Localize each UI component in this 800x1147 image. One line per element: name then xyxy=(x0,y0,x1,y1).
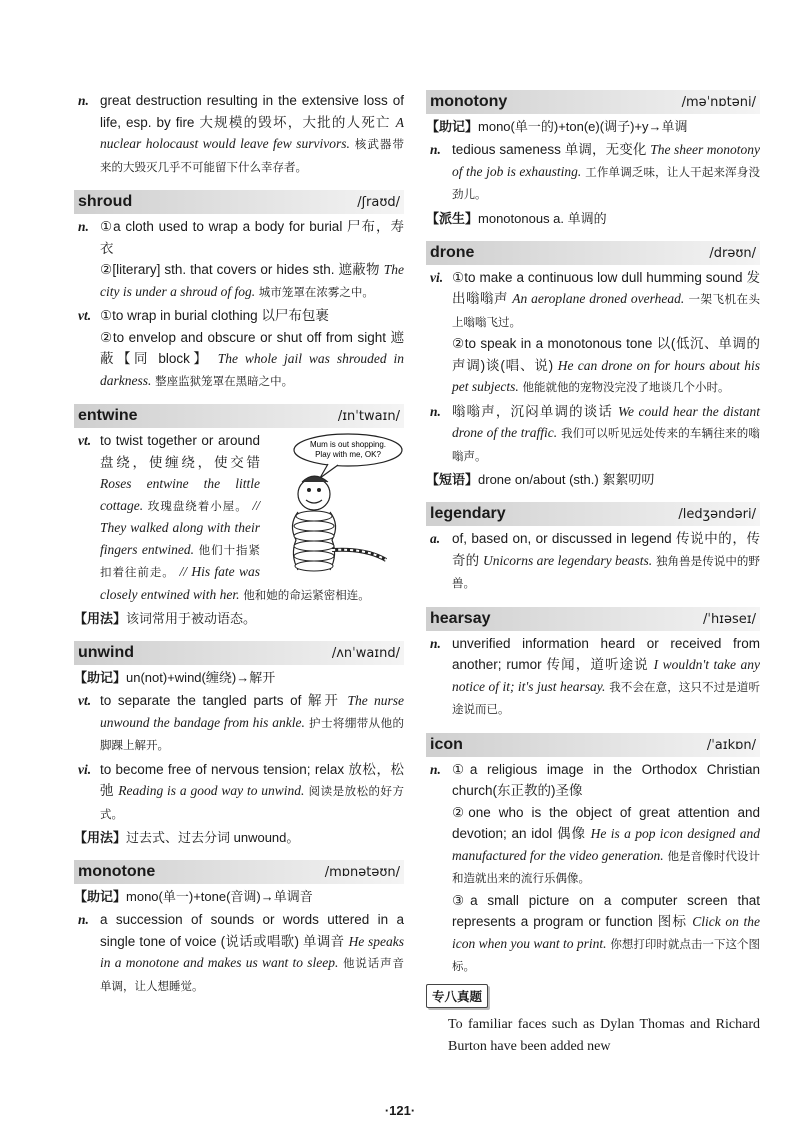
pos-label: n. xyxy=(430,403,441,419)
pronunciation: /ɪnˈtwaɪn/ xyxy=(337,409,400,424)
example-translation: 他能就他的宠物没完没了地谈几个小时。 xyxy=(522,380,730,394)
entry-drone xyxy=(426,241,760,491)
entry-icon xyxy=(426,733,760,978)
example: He speaks in a monotone and makes us want to sleep. xyxy=(100,933,404,970)
example-translation: 他是音像时代设计和造就出来的流行乐偶像。 xyxy=(452,848,760,885)
pronunciation: /ʌnˈwaɪnd/ xyxy=(331,646,400,661)
tag-label: 【助记】 xyxy=(426,119,479,134)
example: He can drone on for hours about his pet subjects. xyxy=(452,357,760,394)
mnemonic-note xyxy=(74,667,404,688)
definition: ①to make a continuous low dull humming sound 发出嗡嗡声 xyxy=(452,269,760,306)
speech-bubble-line: Play with me, OK? xyxy=(315,450,381,459)
tag-text: 过去式、过去分词 unwound。 xyxy=(126,830,300,845)
usage-note xyxy=(74,608,404,629)
definition: 嗡嗡声，沉闷单调的谈话 xyxy=(452,403,614,419)
example: A nuclear holocaust would leave few survivors. xyxy=(100,114,404,151)
definition: of, based on, or discussed in legend 传说中的，传奇的 xyxy=(452,531,760,568)
example: He is a pop icon designed and manufactured for the video generation. xyxy=(452,826,760,863)
headword: monotony xyxy=(430,93,508,110)
definition: to separate the tangled parts of 解开 xyxy=(100,693,341,708)
exam-question-label: 专八真题 xyxy=(426,984,488,1008)
headword: monotone xyxy=(78,863,156,880)
example: Reading is a good way to unwind. xyxy=(118,783,305,798)
example: Unicorns are legendary beasts. xyxy=(482,552,653,568)
example-translation: 玫瑰盘绕着小屋。 xyxy=(147,498,248,513)
definition: ②[literary] sth. that covers or hides sth. 遮蔽物 xyxy=(100,262,380,277)
example: // They walked along with their fingers entwined. xyxy=(100,497,260,557)
example: The nurse unwound the bandage from his ankle. xyxy=(100,693,404,730)
definition: ③a small picture on a computer screen that represents a program or function 图标 xyxy=(452,892,760,929)
left-column xyxy=(74,90,404,997)
usage-note xyxy=(74,827,404,848)
definition: tedious sameness 单调，无变化 xyxy=(452,142,647,157)
definition: to twist together or around 盘绕，使缠绕，使交错 xyxy=(100,433,260,470)
definition: ②one who is the object of great attention and devotion; an idol 偶像 xyxy=(452,804,760,841)
tag-text: un(not)+wind(缠绕)→解开 xyxy=(126,670,276,685)
tag-text: 该词常用于被动语态。 xyxy=(126,611,257,626)
tag-label: 【用法】 xyxy=(74,611,127,626)
example-translation: 我不会在意，这只不过是道听途说而已。 xyxy=(452,679,760,716)
pronunciation: /ˈaɪkɒn/ xyxy=(706,737,756,753)
tag-text: drone on/about (sth.) 絮絮叨叨 xyxy=(478,472,655,487)
sense-verb xyxy=(74,430,404,606)
pos-label: n. xyxy=(430,142,441,157)
sense-noun xyxy=(426,139,760,206)
pos-label: a. xyxy=(430,531,441,546)
headword-bar xyxy=(426,502,760,526)
sense-vt xyxy=(74,690,404,757)
sense-noun xyxy=(74,216,404,303)
headword: entwine xyxy=(78,407,138,424)
definition: ①a religious image in the Orthodox Christian church(东正教的)圣像 xyxy=(452,761,760,798)
sense-noun xyxy=(426,633,760,721)
derivative-note xyxy=(426,208,760,229)
pos-label: vi. xyxy=(430,269,444,285)
pos-label: vt. xyxy=(78,433,92,448)
headword: drone xyxy=(430,243,475,261)
example: The city is under a shroud of fog. xyxy=(100,262,404,299)
example-translation: 一架飞机在头上嗡嗡飞过。 xyxy=(452,292,760,329)
speech-bubble-line: Mum is out shopping. xyxy=(309,440,387,449)
entry-entwine xyxy=(74,404,404,629)
example-translation: 护士将绷带从他的脚踝上解开。 xyxy=(100,715,405,752)
definition: ①a cloth used to wrap a body for burial 尸布，寿衣 xyxy=(100,219,404,256)
sense-noun xyxy=(74,909,404,997)
example: An aeroplane droned overhead. xyxy=(512,291,685,306)
mnemonic-note xyxy=(74,886,404,907)
definition: a succession of sounds or words uttered in a single tone of voice (说话或唱歌) 单调音 xyxy=(100,912,404,949)
pronunciation: /ˈhɪəseɪ/ xyxy=(702,611,756,627)
example: The whole jail was shrouded in darkness. xyxy=(100,351,404,388)
entry-monotony xyxy=(426,90,760,229)
pos-label: n. xyxy=(430,761,441,777)
headword: icon xyxy=(430,735,463,753)
pronunciation: /ʃraʊd/ xyxy=(357,195,400,210)
definition: ②to speak in a monotonous tone 以(低沉、单调的声调)谈(唱、说) xyxy=(452,336,760,373)
example-translation: 他说话声音单调，让人想睡觉。 xyxy=(100,956,404,993)
pos-label: vt. xyxy=(78,693,92,708)
example-translation: 工作单调乏味，让人干起来浑身没劲儿。 xyxy=(452,164,760,201)
mnemonic-note xyxy=(426,116,760,137)
speech-bubble-text xyxy=(310,440,386,459)
tag-text: mono(单一的)+ton(e)(调子)+y→单调 xyxy=(478,119,688,134)
cartoon-illustration xyxy=(266,430,404,580)
example-translation: 独角兽是传说中的野兽。 xyxy=(452,553,760,590)
headword-bar xyxy=(74,641,404,665)
headword: unwind xyxy=(78,644,134,661)
definition: unverified information heard or received from another; rumor 传闻，道听途说 xyxy=(452,635,760,672)
exam-question-text: To familiar faces such as Dylan Thomas and Richard Burton have been added new xyxy=(448,1016,760,1054)
headword-bar xyxy=(74,860,404,884)
pronunciation: /mɒnətəʊn/ xyxy=(324,865,400,880)
example-translation: 他们十指紧扣着往前走。 xyxy=(100,542,260,579)
entry-monotone xyxy=(74,860,404,997)
definition: to become free of nervous tension; relax 放松，松弛 xyxy=(100,761,404,798)
pos-label: n. xyxy=(78,912,89,927)
tag-label: 【短语】 xyxy=(426,472,479,487)
holocaust-sense xyxy=(74,90,404,178)
entry-hearsay xyxy=(426,607,760,721)
example: The sheer monotony of the job is exhausting. xyxy=(452,142,760,179)
headword-bar xyxy=(74,404,404,428)
pos-label: n. xyxy=(430,635,441,651)
example: We could hear the distant drone of the traffic. xyxy=(452,403,760,440)
headword-bar xyxy=(74,190,404,214)
headword: legendary xyxy=(430,505,506,522)
entry-unwind xyxy=(74,641,404,848)
right-column xyxy=(426,90,760,1058)
tag-label: 【助记】 xyxy=(74,889,127,904)
pronunciation: /drəʊn/ xyxy=(709,245,756,261)
example-translation: 他和她的命运紧密相连。 xyxy=(243,587,370,602)
definition: ②to envelop and obscure or shut off from sight 遮蔽【同 block】 xyxy=(100,329,404,366)
sense-verb xyxy=(74,305,404,392)
sense-vi xyxy=(74,759,404,826)
sense-adj xyxy=(426,528,760,595)
tag-label: 【派生】 xyxy=(426,210,479,226)
pos-label: n. xyxy=(78,219,89,234)
sense-vi xyxy=(426,267,760,399)
pos-label: vi. xyxy=(78,761,92,777)
headword-bar xyxy=(426,733,760,757)
example: I wouldn't take any notice of it; it's just hearsay. xyxy=(452,657,760,694)
definition: ①to wrap in burial clothing 以尸布包裹 xyxy=(100,308,329,323)
example-translation: 核武器带来的大毁灭几乎不可能留下什么幸存者。 xyxy=(100,137,404,174)
entry-shroud xyxy=(74,190,404,392)
entry-legendary xyxy=(426,502,760,595)
sense-noun xyxy=(426,759,760,978)
pronunciation: /ledʒəndəri/ xyxy=(678,507,756,522)
headword: hearsay xyxy=(430,609,491,627)
example-translation: 整座监狱笼罩在黑暗之中。 xyxy=(155,373,294,388)
page-number: ·121· xyxy=(384,1103,416,1118)
headword-bar xyxy=(426,90,760,114)
sense-noun xyxy=(426,401,760,468)
tag-label: 【用法】 xyxy=(74,830,127,845)
definition: great destruction resulting in the extensive loss of life, esp. by fire 大规模的毁坏，大批的人死亡 xyxy=(100,93,404,130)
headword: shroud xyxy=(78,193,133,210)
example-translation: 阅读是放松的好方式。 xyxy=(100,784,404,821)
example-translation: 城市笼罩在浓雾之中。 xyxy=(258,284,374,299)
pos-label: n. xyxy=(78,93,89,108)
tag-label: 【助记】 xyxy=(74,670,127,685)
example: Click on the icon when you want to print. xyxy=(452,914,760,951)
example: // His fate was closely entwined with her. xyxy=(100,564,260,602)
pos-label: vt. xyxy=(78,308,92,323)
example-translation: 我们可以听见远处传来的车辆往来的嗡嗡声。 xyxy=(452,426,760,463)
tag-text: mono(单一)+tone(音调)→单调音 xyxy=(126,889,313,904)
pronunciation: /məˈnɒtəni/ xyxy=(681,95,756,110)
tag-text: monotonous a. 单调的 xyxy=(478,210,607,226)
example: Roses entwine the little cottage. xyxy=(100,476,260,513)
example-translation: 你想打印时就点击一下这个图标。 xyxy=(452,936,760,973)
headword-bar xyxy=(426,241,760,265)
headword-bar xyxy=(426,607,760,631)
phrase-note xyxy=(426,469,760,490)
